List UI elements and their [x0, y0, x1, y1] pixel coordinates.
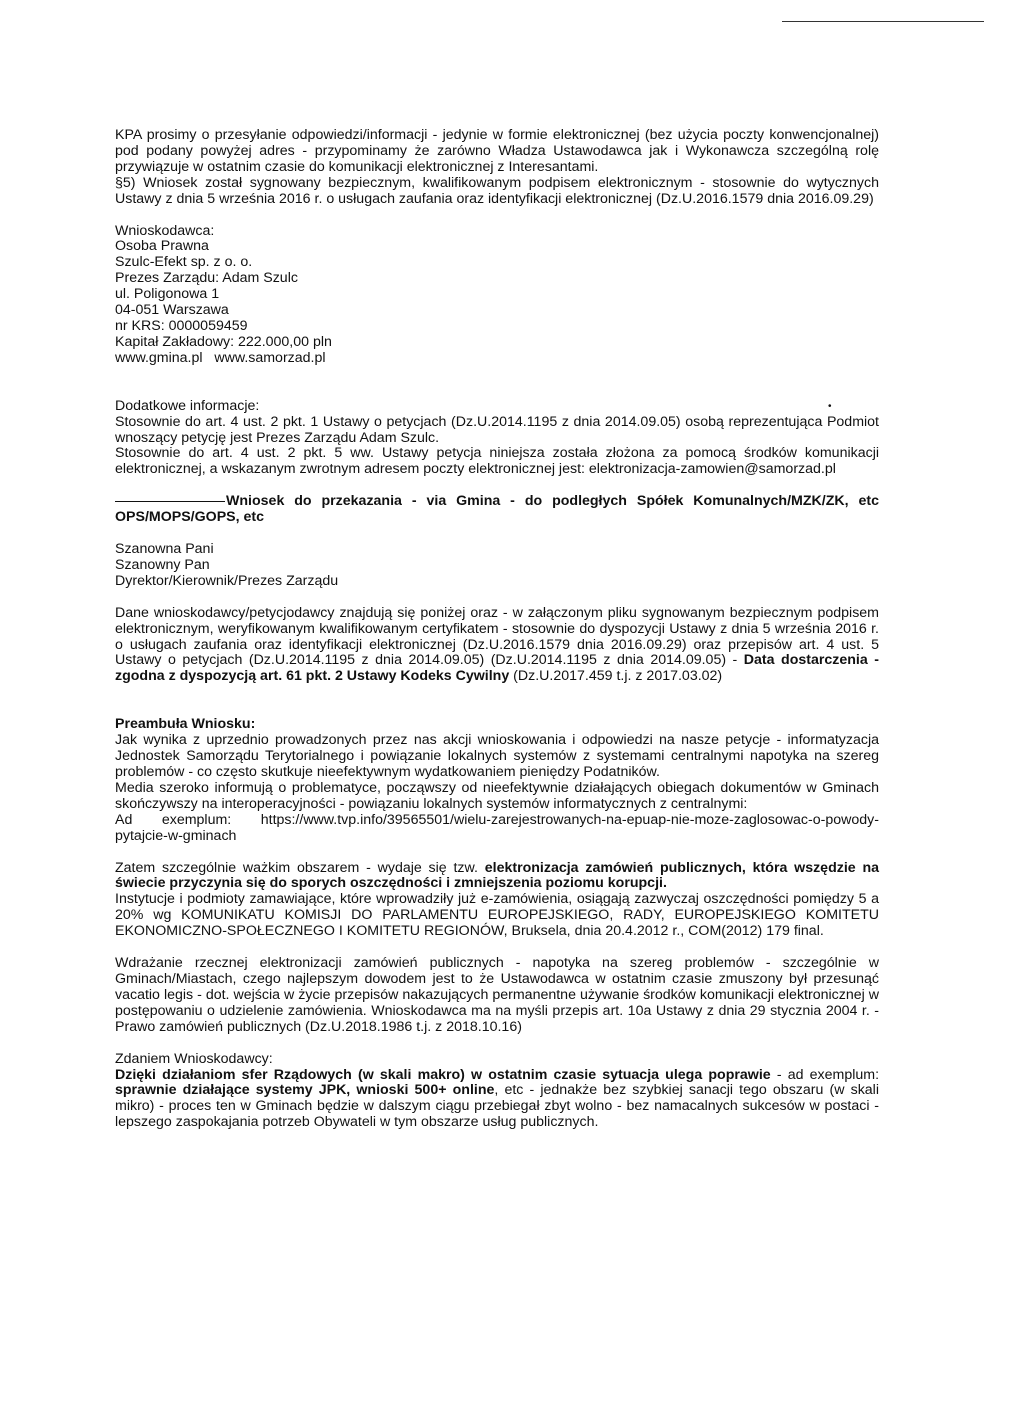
preamble-heading: Preambuła Wniosku:	[115, 716, 256, 733]
intro-paragraph-1: KPA prosimy o przesyłanie odpowiedzi/informacji - jedynie w formie elektronicznej (bez użycia poczty konwencjonalnej) pod podany powyżej adres - przypominamy że zarówno Władza Ustawodawca jak i Wykonawcza szczególną rolę przywiązuje w ostatnim czasie do komunikacji elektronicznej z Interesantami.	[115, 127, 879, 175]
website-link-gmina[interactable]: www.gmina.pl	[115, 349, 203, 366]
website-link-samorzad[interactable]: www.samorzad.pl	[214, 349, 326, 366]
salutation-line: Szanowny Pan	[115, 556, 210, 573]
applicant-line: 04-051 Warszawa	[115, 302, 229, 319]
salutation-line: Szanowna Pani	[115, 541, 214, 558]
applicant-block	[115, 224, 879, 367]
applicant-line: Osoba Prawna	[115, 238, 209, 255]
preamble-link-paragraph[interactable]: Ad exemplum: https://www.tvp.info/39565501/wielu-zarejestrowanych-na-epuap-nie-moze-zaglosowac-o-powody-pytajcie-w-gminach	[115, 811, 879, 844]
applicant-line: nr KRS: 0000059459	[115, 317, 248, 334]
preamble-paragraph-2: Media szeroko informują o problematyce, począwszy od nieefektywnie działających obiegach dokumentów w Gminach skończywszy na interoperacyjności - powiązaniu lokalnych systemów informatycznych z centralnymi:	[115, 779, 879, 812]
emphasis-block	[115, 861, 879, 941]
emphasis-paragraph-1: Zatem szczególnie ważkim obszarem - wydaje się tzw. elektronizacja zamówień publicznych, która wszędzie na świecie przyczynia się do sporych oszczędności i zmniejszenia poziomu korupcji.	[115, 859, 880, 892]
website-links	[115, 351, 879, 367]
applicant-line: Kapitał Zakładowy: 222.000,00 pln	[115, 333, 332, 350]
additional-info-block	[115, 399, 879, 479]
top-rule	[782, 21, 984, 22]
applicant-heading: Wnioskodawca:	[115, 222, 215, 239]
preamble-block	[115, 717, 879, 844]
applicant-line: Szulc-Efekt sp. z o. o.	[115, 254, 253, 271]
additional-info-paragraph-2: Stosownie do art. 4 ust. 2 pkt. 5 ww. Ustawy petycja niniejsza została złożona za pomocą środków komunikacji elektronicznej, a wskazanym zwrotnym adresem poczty elektronicznej jest: elektronizacja-zamowien@samorzad.pl	[115, 445, 879, 478]
preamble-paragraph-1: Jak wynika z uprzednio prowadzonych przez nas akcji wnioskowania i odpowiedzi na nasze petycje - informatyzacja Jednostek Samorządu Terytorialnego i powiązanie lokalnych systemów z systemami centralnymi napotyka na szereg problemów - co często skutkuje nieefektywnym wydatkowaniem pieniędzy Podatników.	[115, 732, 879, 780]
bullet-mark: •	[828, 400, 832, 412]
additional-info-heading: Dodatkowe informacje:	[115, 397, 260, 414]
salutation-block	[115, 542, 879, 590]
intro-paragraph-2: §5) Wniosek został sygnowany bezpiecznym, kwalifikowanym podpisem elektronicznym - stosownie do wytycznych Ustawy z dnia 5 września 2016 r. o usługach zaufania oraz identyfikacji elektronicznej (Dz.U.2016.1579 dnia 2016.09.29)	[115, 174, 879, 207]
opinion-block	[115, 1052, 879, 1132]
applicant-line: Prezes Zarządu: Adam Szulc	[115, 270, 298, 287]
opinion-heading: Zdaniem Wnioskodawcy:	[115, 1050, 273, 1067]
applicant-line: ul. Poligonowa 1	[115, 286, 220, 303]
request-title: Wniosek do przekazania - via Gmina - do podległych Spółek Komunalnych/MZK/ZK, etc OPS/MOPS/GOPS, etc	[115, 493, 879, 526]
additional-info-paragraph-1: Stosownie do art. 4 ust. 2 pkt. 1 Ustawy o petycjach (Dz.U.2014.1195 z dnia 2014.09.05) osobą reprezentująca Podmiot wnoszący petycję jest Prezes Zarządu Adam Szulc.	[115, 413, 879, 446]
data-paragraph: Dane wnioskodawcy/petycjodawcy znajdują się poniżej oraz - w załączonym pliku sygnowanym bezpiecznym podpisem elektronicznym, weryfikowanym kwalifikowanym certyfikatem - stosownie do dyspozycji Ustawy z dnia 5 września 2016 r. o usługach zaufania oraz identyfikacji elektronicznej (Dz.U.2016.1579 dnia 2016.09.29) oraz przepisów art. 4 ust. 5 Ustawy o petycjach (Dz.U.2014.1195 z dnia 2014.09.05) (Dz.U.2014.1195 z dnia 2014.09.05) - Data dostarczenia - zgodna z dyspozycją art. 61 pkt. 2 Ustawy Kodeks Cywilny (Dz.U.2017.459 t.j. z 2017.03.02)	[115, 604, 879, 685]
implementation-paragraph: Wdrażanie rzecznej elektronizacji zamówień publicznych - napotyka na szereg problemów - szczególnie w Gminach/Miastach, czego najlepszym dowodem jest to że Ustawodawca w ostatnim czasie zmuszony był przesunąć vacatio legis - dot. wejścia w życie przepisów nakazujących permanentne używanie środków komunikacji elektronicznej w postępowaniu o udzielenie zamówienia. Wnioskodawca ma na myśli przepis art. 10a Ustawy z dnia 29 stycznia 2004 r. - Prawo zamówień publicznych (Dz.U.2018.1986 t.j. z 2018.10.16)	[115, 955, 879, 1035]
emphasis-paragraph-2: Instytucje i podmioty zamawiające, które wprowadziły już e-zamówienia, osiągają zazwyczaj oszczędności pomiędzy 5 a 20% wg KOMUNIKATU KOMISJI DO PARLAMENTU EUROPEJSKIEGO, RADY, EUROPEJSKIEGO KOMITETU EKONOMICZNO-SPOŁECZNEGO I KOMITETU REGIONÓW, Bruksela, dnia 20.4.2012 r., COM(2012) 179 final.	[115, 891, 879, 940]
opinion-paragraph: Dzięki działaniom sfer Rządowych (w skali makro) w ostatnim czasie sytuacja ulega poprawie - ad exemplum: sprawnie działające systemy JPK, wnioski 500+ online, etc - jednakże bez szybkiej sanacji tego obszaru (w skali mikro) - proces ten w Gminach będzie w dalszym ciągu przebiegał zbyt wolno - bez namacalnych sukcesów w postaci - lepszego zaspokajania potrzeb Obywateli w tym obszarze usług publicznych.	[115, 1066, 880, 1131]
document-page	[115, 128, 879, 1131]
title-dash	[115, 501, 225, 502]
salutation-line: Dyrektor/Kierownik/Prezes Zarządu	[115, 572, 339, 589]
